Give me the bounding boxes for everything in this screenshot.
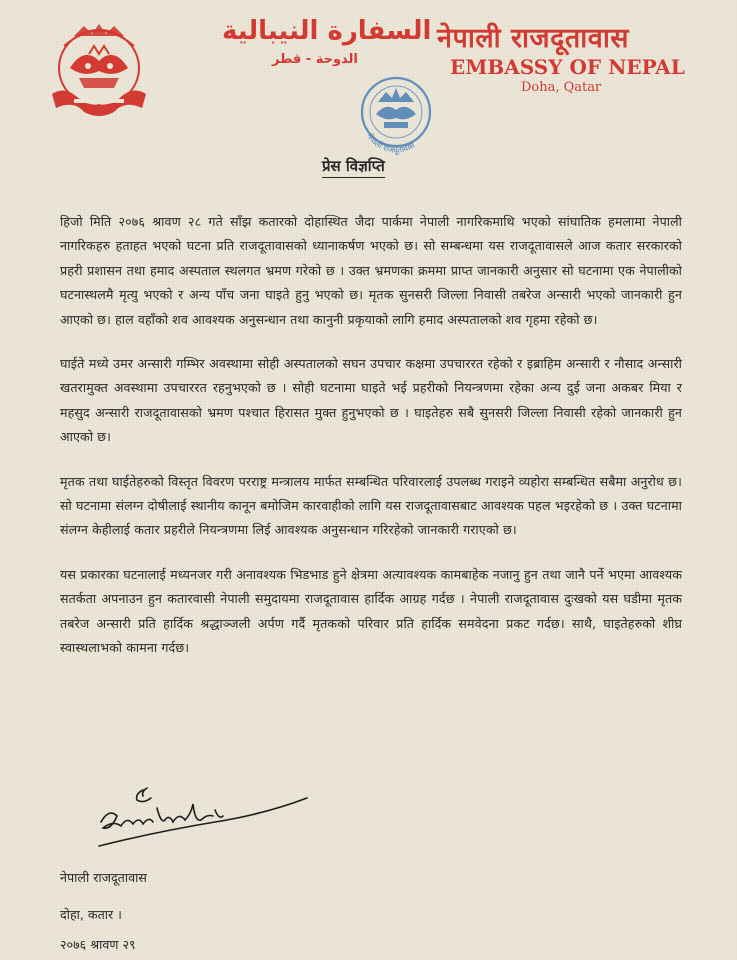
nepali-embassy-title: नेपाली राजदूतावास bbox=[437, 23, 630, 54]
press-release-body bbox=[60, 210, 682, 681]
paragraph: मृतक तथा घाईतेहरुको विस्तृत विवरण परराष्ट्र मन्त्रालय मार्फत सम्बन्धित परिवारलाई उपलब्ध गराइने व्यहोरा सम्बन्धित सबैमा अनुरोध छ। सो घटनामा संलग्न दोषीलाई स्थानीय कानून बमोजिम कारवाहीको लागि यस राजदूतावासबाट आवश्यक पहल भइरहेको छ । उक्त घटनामा संलग्न केहीलाई कतार प्रहरीले नियन्त्रणमा लिई आवश्यक अनुसन्धान गरिरहेको जानकारी गराएको छ। bbox=[60, 473, 682, 538]
page-title: प्रेस विज्ञप्ति bbox=[322, 156, 385, 178]
nepal-emblem-icon bbox=[44, 16, 154, 126]
seal-text: नेपाली राजदूतावास bbox=[365, 132, 417, 155]
sign-off-date: २०७६ श्रावण २९ bbox=[60, 937, 136, 952]
paragraph: घाईते मध्ये उमर अन्सारी गम्भिर अवस्थामा सोही अस्पतालको सघन उपचार कक्षमा उपचाररत रहेको र इब्राहिम अन्सारी र नौसाद अन्सारी खतरामुक्त अवस्थामा उपचाररत रहनुभएको छ । सोही घटनामा घाइते भई प्रहरीको नियन्त्रणमा रहेका अन्य दुई जना अकबर मिया र महसुद अन्सारी राजदूतावासको भ्रमण पश्चात हिरासत मुक्त हुनुभएको छ । घाइतेहरु सबै सुनसरी जिल्ला निवासी रहेको जानकारी हुन आएको छ। bbox=[60, 356, 682, 445]
embassy-seal-stamp bbox=[350, 68, 442, 160]
city-line: Doha, Qatar bbox=[521, 80, 602, 95]
sign-off-organization: नेपाली राजदूतावास bbox=[60, 870, 147, 885]
paragraph: हिजो मिति २०७६ श्रावण २८ गते साँझ कतारको दोहास्थित जैदा पार्कमा नेपाली नागरिकमाथि भएको सांघातिक हमलामा नेपाली नागरिकहरु हताहत भएको घटना प्रति राजदूतावासको ध्यानाकर्षण भएको छ। सो सम्बन्धमा यस राजदूतावासले आज कतार सरकारको प्रहरी प्रशासन तथा हमाद अस्पताल स्थलगत भ्रमण गरेको छ । उक्त भ्रमणका क्रममा प्राप्त जानकारी अनुसार सो घटनामा एक नेपालीको घटनास्थलमै मृत्यु भएको र अन्य पाँच जना घाइते हुनु भएको छ। मृतक सुनसरी जिल्ला निवासी तबरेज अन्सारी भएको जानकारी हुन आएको छ। हाल वहाँको शव आवश्यक अनुसन्धान तथा कानुनी प्रकृयाको लागि हमाद अस्पतालको शव गृहमा रहेको छ। bbox=[60, 214, 682, 327]
arabic-city-line: الدوحة - قطر bbox=[272, 52, 358, 67]
arabic-embassy-title: السفارة النيبالية bbox=[222, 16, 432, 46]
signature-mark bbox=[95, 786, 315, 861]
english-embassy-title: EMBASSY OF NEPAL bbox=[450, 55, 685, 79]
sign-off-place: दोहा, कतार । bbox=[60, 906, 122, 922]
sign-off-block bbox=[60, 866, 147, 958]
paragraph: यस प्रकारका घटनालाई मध्यनजर गरी अनावश्यक भिडभाड हुने क्षेत्रमा अत्यावश्यक कामबाहेक नजानु हुन तथा जानै पर्ने भएमा आवश्यक सतर्कता अपनाउन हुन कतारवासी नेपाली समुदायमा राजदूतावास हार्दिक आग्रह गर्दछ । नेपाली राजदूतावास दुःखको यस घडीमा मृतक तबरेज अन्सारी प्रति हार्दिक श्रद्धाञ्जली अर्पण गर्दै मृतकको परिवार प्रति हार्दिक समवेदना प्रकट गर्दछ। साथै, घाइतेहरुको शीघ्र स्वास्थलाभको कामना गर्दछ। bbox=[60, 566, 682, 656]
